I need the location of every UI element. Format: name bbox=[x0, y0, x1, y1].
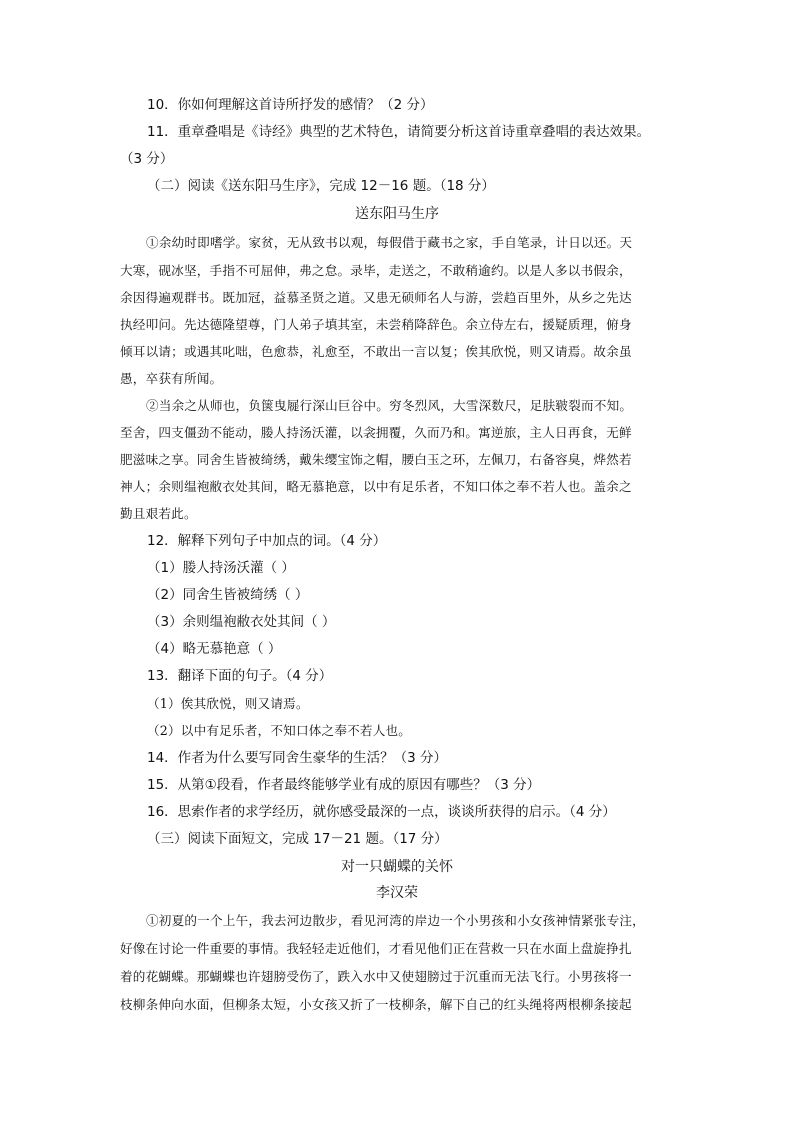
section-2-title: 送东阳马生序 bbox=[355, 206, 439, 222]
question-14: 14．作者为什么要写同舍生豪华的生活？（3 分） bbox=[147, 750, 448, 766]
passage-2-line: 倾耳以请；或遇其叱咄，色愈恭，礼愈至，不敢出一言以复；俟其欣悦，则又请焉。故余虽 bbox=[120, 344, 632, 359]
passage-2-line: 余因得遍观群书。既加冠，益慕圣贤之道。又患无硕师名人与游，尝趋百里外，从乡之先达 bbox=[120, 290, 632, 305]
question-13: 13．翻译下面的句子。（4 分） bbox=[147, 668, 333, 684]
question-13-item: （1）俟其欣悦，则又请焉。 bbox=[147, 696, 309, 711]
question-12: 12．解释下列句子中加点的词。（4 分） bbox=[147, 533, 387, 549]
question-11-score: （3 分） bbox=[120, 151, 174, 167]
passage-3-line: 好像在讨论一件重要的事情。我轻轻走近他们，才看见他们正在营救一只在水面上盘旋挣扎 bbox=[120, 941, 632, 956]
passage-3-line: ①初夏的一个上午，我去河边散步，看见河湾的岸边一个小男孩和小女孩神情紧张专注， bbox=[146, 913, 645, 928]
section-3-heading: （三）阅读下面短文，完成 17－21 题。（17 分） bbox=[147, 831, 448, 847]
question-16: 16．思索作者的求学经历，就你感受最深的一点，谈谈所获得的启示。（4 分） bbox=[147, 804, 616, 820]
passage-2-line: ①余幼时即嗜学。家贫，无从致书以观，每假借于藏书之家，手自笔录，计日以还。天 bbox=[146, 235, 633, 250]
section-3-title: 对一只蝴蝶的关怀 bbox=[341, 859, 453, 875]
question-12-item: （4）略无慕艳意（ ） bbox=[147, 641, 282, 657]
question-12-item: （3）余则缊袍敝衣处其间（ ） bbox=[147, 614, 336, 630]
question-12-item: （2）同舍生皆被绮绣（ ） bbox=[147, 587, 309, 603]
passage-2-line: 勤且艰若此。 bbox=[120, 506, 197, 521]
passage-2-line: 肥滋味之享。同舍生皆被绮绣，戴朱缨宝饰之帽，腰白玉之环，左佩刀，右备容臭，烨然若 bbox=[120, 452, 632, 467]
passage-2-line: 愚，卒获有所闻。 bbox=[120, 371, 223, 386]
passage-2-line: 至舍，四支僵劲不能动，媵人持汤沃灌，以衾拥覆，久而乃和。寓逆旅，主人日再食，无鲜 bbox=[120, 425, 632, 440]
passage-2-line: ②当余之从师也，负箧曳屣行深山巨谷中。穷冬烈风，大雪深数尺，足肤皲裂而不知。 bbox=[146, 398, 633, 413]
question-11: 11．重章叠唱是《诗经》典型的艺术特色，请简要分析这首诗重章叠唱的表达效果。 bbox=[147, 124, 651, 140]
passage-2-line: 执经叩问。先达德隆望尊，门人弟子填其室，未尝稍降辞色。余立侍左右，援疑质理，俯身 bbox=[120, 317, 632, 332]
passage-3-line: 着的花蝴蝶。那蝴蝶也许翅膀受伤了，跌入水中又使翅膀过于沉重而无法飞行。小男孩将一 bbox=[120, 969, 632, 984]
passage-2-line: 神人；余则缊袍敝衣处其间，略无慕艳意，以中有足乐者，不知口体之奉不若人也。盖余之 bbox=[120, 479, 632, 494]
section-3-author: 李汉荣 bbox=[376, 885, 418, 901]
section-2-heading: （二）阅读《送东阳马生序》，完成 12－16 题。（18 分） bbox=[147, 178, 495, 194]
question-12-item: （1）媵人持汤沃灌（ ） bbox=[147, 560, 295, 576]
question-10: 10．你如何理解这首诗所抒发的感情？（2 分） bbox=[147, 97, 434, 113]
passage-2-line: 大寒，砚冰坚，手指不可屈伸，弗之怠。录毕，走送之，不敢稍逾约。以是人多以书假余， bbox=[120, 263, 632, 278]
question-13-item: （2）以中有足乐者，不知口体之奉不若人也。 bbox=[147, 723, 412, 738]
passage-3-line: 枝柳条伸向水面，但柳条太短，小女孩又折了一枝柳条，解下自己的红头绳将两根柳条接起 bbox=[120, 997, 632, 1012]
question-15: 15．从第①段看，作者最终能够学业有成的原因有哪些？（3 分） bbox=[147, 777, 541, 793]
